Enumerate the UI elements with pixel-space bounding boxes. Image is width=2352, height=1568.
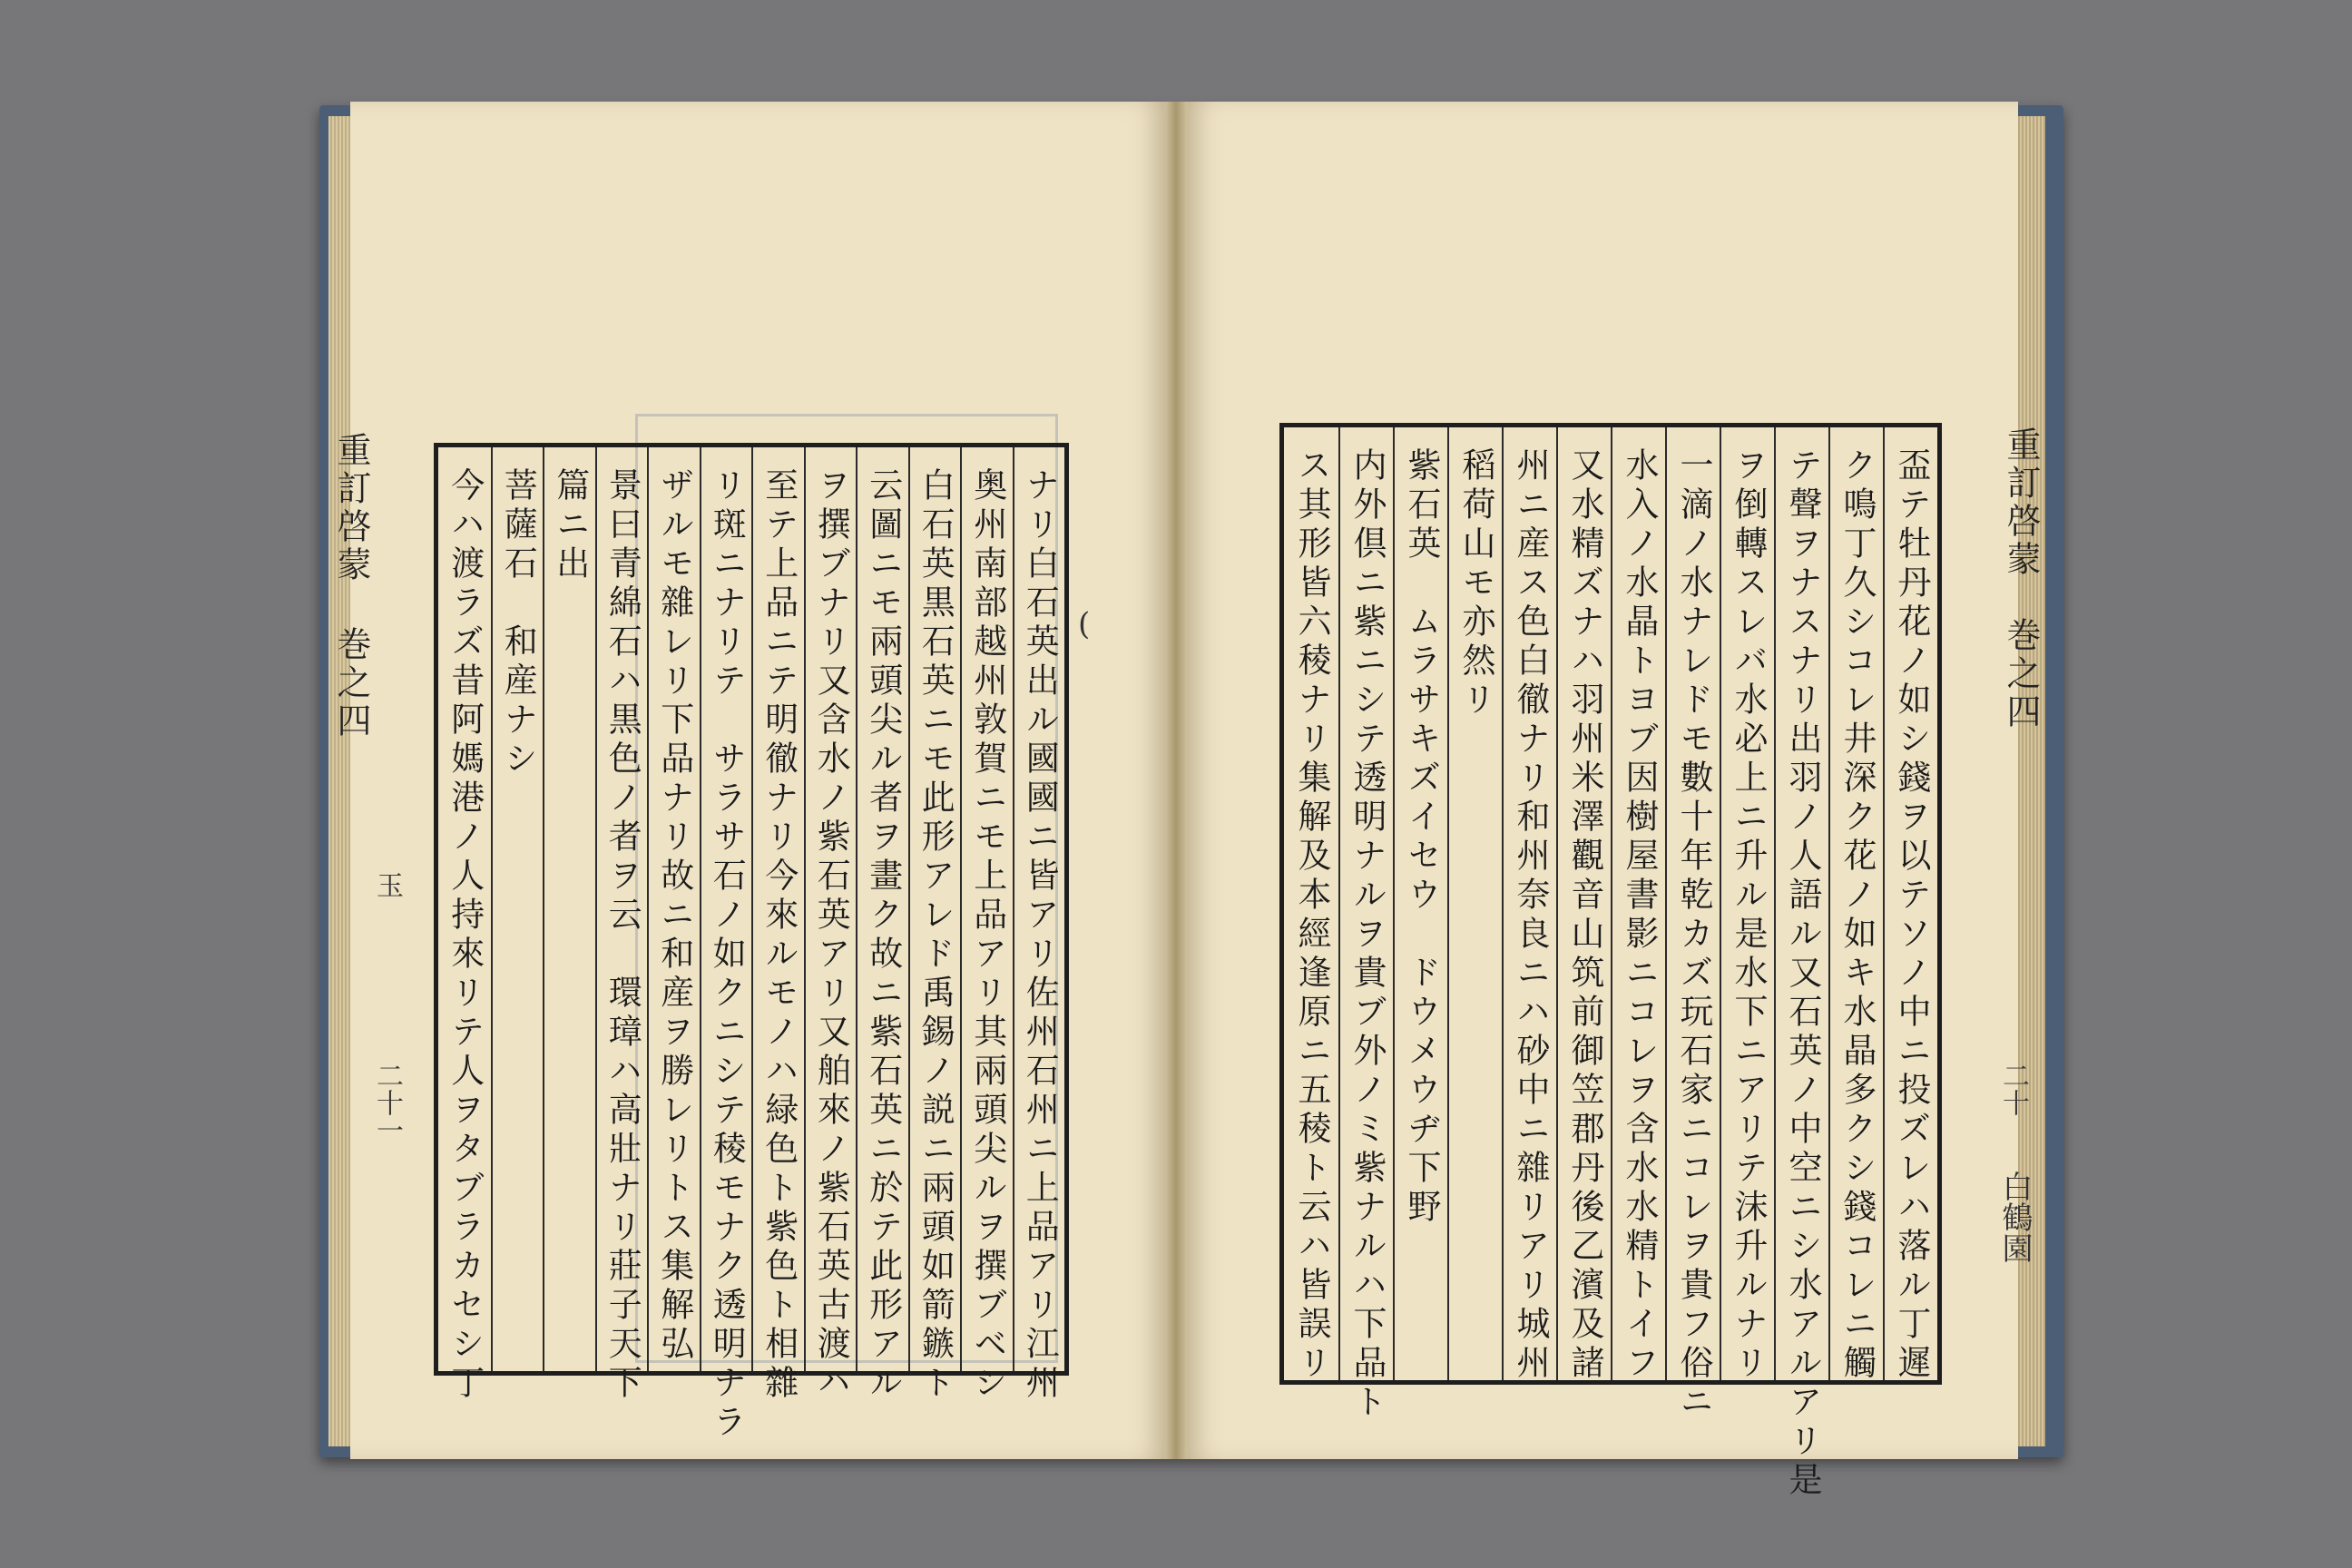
text-column [543, 447, 595, 1371]
right-folio-number: 二十 [1997, 1062, 2029, 1116]
text-column-content: 景曰青綿石ハ黒色ノ者ヲ云 環璋ハ高壯ナリ莊子天下 [603, 467, 642, 1404]
text-column [1447, 427, 1502, 1380]
text-column-content: 州ニ産ス色白徹ナリ和州奈良ニハ砂中ニ雜リアリ城州 [1511, 447, 1550, 1384]
book-gutter [1165, 102, 1187, 1459]
left-text-frame [434, 443, 1069, 1443]
text-column [647, 447, 700, 1371]
text-column-content: 奥州南部越州敦賀ニモ上品アリ其兩頭尖ルヲ撰ブベシ [967, 467, 1007, 1404]
text-column-content: ヲ倒轉スレバ水必上ニ升ル是水下ニアリテ沫升ルナリ [1729, 447, 1768, 1384]
text-column [1556, 427, 1611, 1384]
right-text-frame [1279, 423, 1942, 1501]
text-column-content: 菩薩石 和産ナシ [498, 467, 538, 779]
text-column-content: ザルモ雜レリ下品ナリ故ニ和産ヲ勝レリトス集解弘 [654, 467, 694, 1365]
text-column [1338, 427, 1393, 1423]
text-column [1665, 427, 1720, 1423]
text-column [1393, 427, 1447, 1380]
text-column-content: 云圖ニモ兩頭尖ル者ヲ畫ク故ニ紫石英ニ於テ此形アル [863, 467, 903, 1404]
text-column [438, 447, 491, 1404]
text-column-content: 水入ノ水晶トヨブ因樹屋書影ニコレヲ含水水精トイフ [1620, 447, 1659, 1384]
text-column-content: ス其形皆六稜ナリ集解及本經逢原ニ五稜ト云ハ皆誤リ [1292, 447, 1331, 1384]
text-column [1828, 427, 1883, 1384]
text-column [1774, 427, 1828, 1501]
text-column [491, 447, 544, 1371]
left-margin-title: 重訂啓蒙 [331, 432, 371, 584]
text-column [1284, 427, 1338, 1384]
text-column-content: 篇ニ出 [550, 467, 590, 584]
text-column-content: 今ハ渡ラズ昔阿媽港ノ人持來リテ人ヲタブラカセシ丁 [445, 467, 485, 1404]
text-column [908, 447, 961, 1404]
text-column-content: ヲ撰ブナリ又含水ノ紫石英アリ又舶來ノ紫石英古渡ハ [811, 467, 851, 1404]
text-column-content: リ斑ニナリテ サラサ石ノ如クニシテ稜モナク透明ナラ [707, 467, 747, 1443]
text-column-content: ク鳴丁久シコレ井深ク花ノ如キ水晶多クシ錢コレニ觸 [1838, 447, 1877, 1384]
text-column [1720, 427, 1774, 1384]
text-column [1502, 427, 1556, 1384]
left-margin-mark: 玉 [371, 871, 403, 898]
text-column [1883, 427, 1937, 1384]
text-column [700, 447, 752, 1443]
text-column [804, 447, 857, 1404]
text-column-content: 盃テ牡丹花ノ如シ錢ヲ以テソノ中ニ投ズレハ落ル丁遲 [1892, 447, 1931, 1384]
left-folio-number: 二十一 [371, 1062, 403, 1143]
text-column-content: ナリ白石英出ル國國ニ皆アリ佐州石州ニ上品アリ江州 [1020, 467, 1060, 1404]
text-column-content: 内外倶ニ紫ニシテ透明ナルヲ貴ブ外ノミ紫ナルハ下品ト [1348, 447, 1387, 1423]
text-column [751, 447, 804, 1404]
right-margin-volume: 巻之四 [2001, 617, 2041, 731]
text-column-content: 至テ上品ニテ明徹ナリ今來ルモノハ緑色ト紫色ト相雜 [759, 467, 799, 1404]
ink-tick-mark: ( [1078, 606, 1091, 642]
text-column [960, 447, 1013, 1404]
text-column-content: 白石英黒石英ニモ此形アレド禹錫ノ説ニ兩頭如箭鏃ト [916, 467, 956, 1404]
text-column-content: 又水精ズナハ羽州米澤觀音山筑前御笠郡丹後乙濱及諸 [1565, 447, 1604, 1384]
text-column-content: テ聲ヲナスナリ出羽ノ人語ル又石英ノ中空ニシ水アルアリ是 [1783, 447, 1822, 1501]
right-publisher-mark: 白鶴園 [1996, 1171, 2033, 1263]
text-column [1611, 427, 1665, 1384]
right-margin-title: 重訂啓蒙 [2001, 426, 2041, 579]
text-column-content: 稻荷山モ亦然リ [1456, 447, 1495, 720]
text-column-content: 紫石英 ムラサキズイセウ ドウメウヂ下野 [1402, 447, 1441, 1228]
left-margin-volume: 巻之四 [331, 626, 371, 740]
text-column [1013, 447, 1065, 1404]
text-column [856, 447, 908, 1404]
text-column-content: 一滴ノ水ナレドモ數十年乾カズ玩石家ニコレヲ貴フ俗ニ [1674, 447, 1713, 1423]
text-column [595, 447, 648, 1404]
